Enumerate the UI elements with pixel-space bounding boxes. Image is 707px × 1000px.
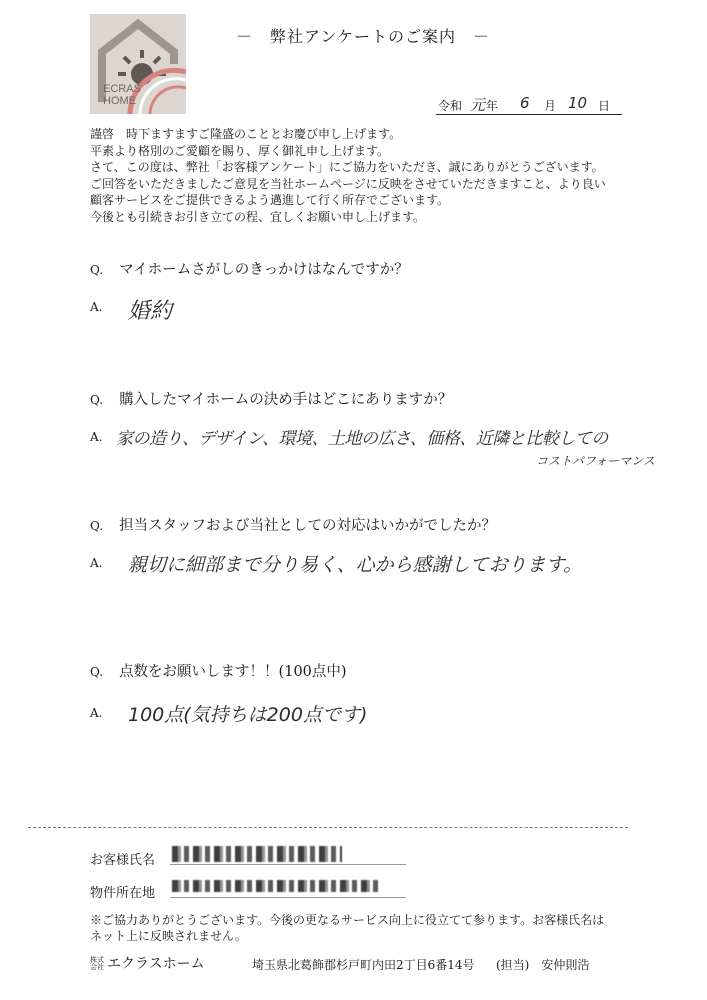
property-address-redacted: [172, 880, 382, 892]
company-prefix-bottom: 会社: [90, 963, 104, 971]
date-day-unit: 日: [598, 99, 611, 113]
question-1: [90, 258, 409, 279]
customer-name-underline: [170, 864, 406, 865]
date-month: 6: [520, 94, 530, 112]
company-logo: [90, 14, 186, 114]
answer-text: 親切に細部まで分り易く、心から感謝しております。: [128, 554, 583, 576]
answer-text: コストパフォーマンス: [536, 454, 655, 468]
a-label: A.: [90, 430, 103, 444]
question-text: 担当スタッフおよび当社としての対応はいかがでしたか？: [119, 518, 497, 534]
question-3: [90, 514, 496, 535]
intro-line: ご回答をいただきましたご意見を当社ホームページに反映をさせていただきますこと、より良い: [90, 176, 606, 191]
company-name: [90, 953, 205, 973]
company-address: 埼玉県北葛飾郡杉戸町内田2丁目6番14号: [252, 958, 475, 972]
q-label: Q.: [90, 393, 104, 407]
answer-text: 家の造り、デザイン、環境、土地の広さ、価格、近隣と比較しての: [116, 429, 608, 449]
note-line: ネット上に反映されません。: [90, 929, 247, 943]
note-line: ※ご協力ありがとうございます。今後の更なるサービス向上に役立てて参ります。お客様氏名は: [90, 913, 605, 927]
intro-paragraph: [90, 126, 670, 225]
customer-name-label: お客様氏名: [90, 853, 156, 868]
date-month-unit: 月: [544, 99, 557, 113]
answer-2: [90, 424, 670, 484]
question-2: [90, 388, 452, 409]
intro-line: さて、この度は、弊社「お客様アンケート」にご協力をいただき、誠にありがとうございます。: [90, 160, 604, 174]
answer-3: [90, 550, 650, 590]
intro-line: 平素より格別のご愛顧を賜り、厚く御礼申し上げます。: [90, 143, 390, 158]
dotted-divider: [28, 827, 628, 828]
answer-text: 100点(気持ちは200点です): [128, 704, 368, 726]
company-prefix: [90, 957, 104, 971]
date-year-unit: 年: [486, 99, 499, 113]
q-label: Q.: [90, 665, 104, 679]
question-text: 購入したマイホームの決め手はどこにありますか？: [119, 392, 453, 408]
page-title: － 弊社アンケートのご案内 －: [236, 27, 491, 46]
answer-1: [90, 294, 650, 334]
company-prefix-top: 株式: [90, 956, 104, 964]
a-label: A.: [90, 706, 103, 720]
question-4: [90, 660, 347, 681]
q-label: Q.: [90, 263, 104, 277]
date-year: 元: [470, 96, 486, 114]
date-line: [436, 96, 622, 115]
a-label: A.: [90, 300, 103, 314]
intro-line: 謹啓 時下ますますご隆盛のこととお慶び申し上げます。: [90, 127, 402, 141]
property-address-label: 物件所在地: [90, 886, 156, 901]
logo-text-ecras: ECRAS: [103, 83, 141, 95]
customer-name-redacted: [172, 846, 342, 862]
staff-name: (担当) 安仲則浩: [496, 958, 590, 972]
answer-4: [90, 700, 650, 740]
question-text: マイホームさがしのきっかけはなんですか？: [119, 262, 409, 278]
q-label: Q.: [90, 519, 104, 533]
date-day: 10: [568, 94, 588, 112]
company-name-text: エクラスホーム: [107, 956, 205, 972]
intro-line: 顧客サービスをご提供できるよう邁進して行く所存でございます。: [90, 193, 450, 207]
intro-line: 今後とも引続きお引き立ての程、宜しくお願い申し上げます。: [90, 209, 426, 224]
question-text: 点数をお願いします！！(100点中): [119, 664, 347, 680]
footer-note: [90, 912, 690, 944]
property-address-underline: [170, 897, 406, 898]
date-era: 令和: [438, 99, 463, 113]
a-label: A.: [90, 556, 103, 570]
logo-text-home: HOME: [103, 95, 136, 107]
answer-text: 婚約: [128, 299, 173, 324]
